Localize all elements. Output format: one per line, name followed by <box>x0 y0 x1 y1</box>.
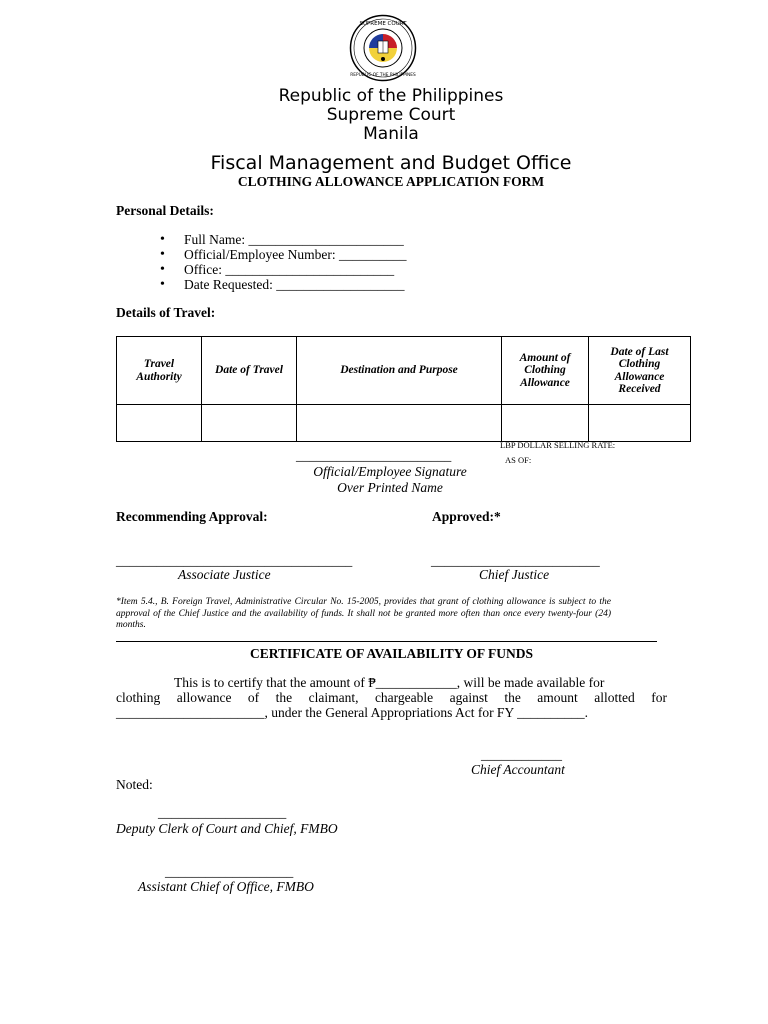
chief-justice-label: Chief Justice <box>479 567 550 582</box>
table-row <box>117 405 691 442</box>
associate-justice-line[interactable]: ___________________________________ <box>116 553 353 568</box>
personal-details-list <box>160 232 406 292</box>
office-title: Fiscal Management and Budget Office <box>210 152 572 174</box>
table-header-row <box>117 337 691 405</box>
cell-amount-allowance[interactable] <box>502 405 589 442</box>
chief-accountant-label: Chief Accountant <box>471 762 565 777</box>
certificate-title: CERTIFICATE OF AVAILABILITY OF FUNDS <box>249 646 534 661</box>
column-date-of-travel: Date of Travel <box>202 337 297 405</box>
associate-justice-label: Associate Justice <box>178 567 271 582</box>
travel-table <box>116 336 691 442</box>
supreme-court-line: Supreme Court <box>326 105 456 125</box>
travel-heading: Details of Travel: <box>116 305 216 320</box>
cell-travel-authority[interactable] <box>117 405 202 442</box>
deputy-clerk-label: Deputy Clerk of Court and Chief, FMBO <box>116 821 338 836</box>
column-date-last-allowance: Date of Last Clothing Allowance Received <box>589 337 691 405</box>
signature-label: Official/Employee Signature <box>313 464 467 479</box>
office-field[interactable]: • Office: _________________________ <box>160 262 406 277</box>
certificate-line-1: This is to certify that the amount of ₱____________, will be made available for <box>174 675 605 690</box>
full-name-field[interactable]: • Full Name: _______________________ <box>160 232 406 247</box>
signature-line[interactable]: _______________________ <box>296 448 452 463</box>
approved-label: Approved:* <box>432 509 501 524</box>
manila-line: Manila <box>363 124 419 144</box>
cell-date-of-travel[interactable] <box>202 405 297 442</box>
cell-date-last-allowance[interactable] <box>589 405 691 442</box>
form-title: CLOTHING ALLOWANCE APPLICATION FORM <box>237 174 545 189</box>
section-divider <box>116 641 657 642</box>
column-amount-allowance: Amount of Clothing Allowance <box>502 337 589 405</box>
deputy-clerk-line[interactable]: ___________________ <box>158 805 287 820</box>
noted-label: Noted: <box>116 777 153 792</box>
chief-justice-line[interactable]: _________________________ <box>431 553 600 568</box>
printed-name-label: Over Printed Name <box>337 480 443 495</box>
column-destination-purpose: Destination and Purpose <box>297 337 502 405</box>
certificate-line-2: clothing allowance of the claimant, chargeable against the amount allotted for <box>116 690 667 705</box>
chief-accountant-line[interactable]: ____________ <box>481 747 562 762</box>
personal-details-heading: Personal Details: <box>116 203 214 218</box>
certificate-line-3: ______________________, under the General Appropriations Act for FY __________. <box>116 705 588 720</box>
seal-text-bottom: REPUBLIC OF THE PHILIPPINES <box>350 73 416 78</box>
footnote: *Item 5.4., B. Foreign Travel, Administrative Circular No. 15-2005, provides that grant of clothing allowance is subject to the approval of the Chief Justice and the availability of funds. It shall not be granted more often than once every twenty-four (24) months. <box>116 597 611 630</box>
republic-line: Republic of the Philippines <box>278 86 504 106</box>
as-of-label: AS OF: <box>505 455 532 465</box>
cell-destination-purpose[interactable] <box>297 405 502 442</box>
assistant-chief-line[interactable]: ___________________ <box>165 864 294 879</box>
column-travel-authority: Travel Authority <box>117 337 202 405</box>
date-requested-field[interactable]: • Date Requested: ___________________ <box>160 277 406 292</box>
seal-text-top: SUPREME COURT <box>359 21 407 27</box>
lbp-rate-label: LBP DOLLAR SELLING RATE: <box>500 440 616 450</box>
assistant-chief-label: Assistant Chief of Office, FMBO <box>138 879 314 894</box>
recommending-approval-label: Recommending Approval: <box>116 509 268 524</box>
supreme-court-seal <box>349 14 417 82</box>
employee-number-field[interactable]: • Official/Employee Number: __________ <box>160 247 406 262</box>
